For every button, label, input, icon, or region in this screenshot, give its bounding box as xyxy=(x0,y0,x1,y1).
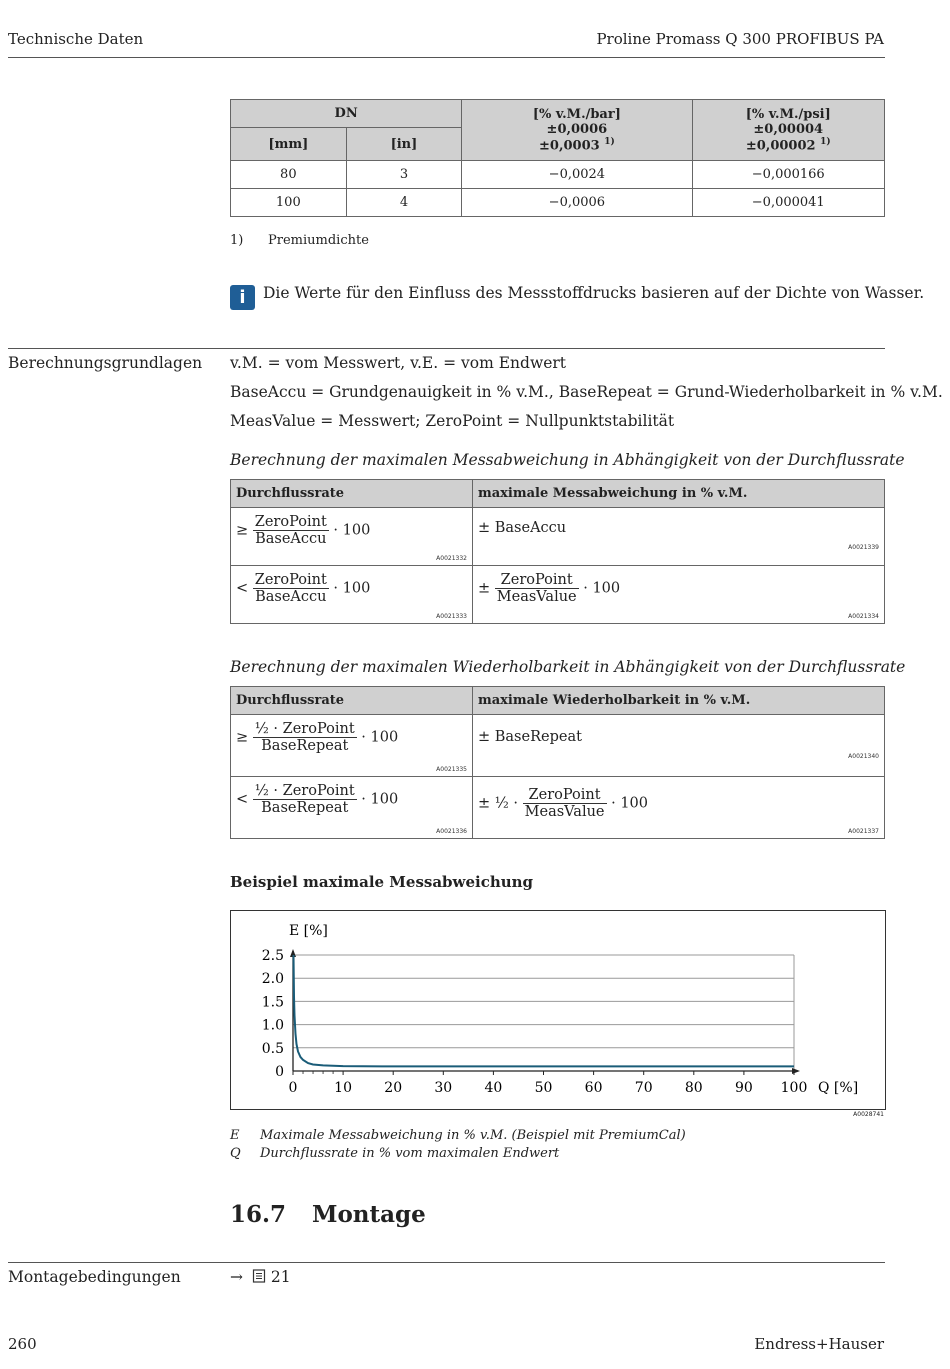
formula: ± $\frac{\text{ZeroPoint}}{\text{MeasValue}}$ · 100 xyxy=(478,572,621,605)
table1-title: Berechnung der maximalen Messabweichung in Abhängigkeit von der Durchflussrate xyxy=(230,451,905,469)
info-note: Die Werte für den Einfluss des Messstoffdrucks basieren auf der Dichte von Wasser. xyxy=(263,284,925,302)
x-tick-label: 80 xyxy=(684,1080,703,1096)
dn-pressure-table xyxy=(230,99,885,217)
table-row xyxy=(231,508,885,566)
formula: < $\frac{\text{½ · ZeroPoint}}{\text{BaseRepeat}}$ · 100 xyxy=(236,783,399,816)
th-mm: [mm] xyxy=(231,128,347,161)
y-axis-label: E [%] xyxy=(289,923,328,939)
figure-code: A0021340 xyxy=(848,753,879,760)
x-tick-label: 100 xyxy=(780,1080,808,1096)
side-label-montage: Montagebedingungen xyxy=(8,1268,181,1286)
formula: ± BaseRepeat xyxy=(478,729,582,745)
y-tick-label: 2.0 xyxy=(261,971,284,988)
error-chart xyxy=(231,911,885,1109)
page-ref-number: 21 xyxy=(270,1268,291,1286)
formula: ± BaseAccu xyxy=(478,520,567,536)
th-in: [in] xyxy=(346,128,462,161)
th-psi: [% v.M./psi] ±0,00004 ±0,00002 $^{1)}$ xyxy=(692,100,885,161)
page-reference[interactable] xyxy=(230,1268,291,1286)
th-max-repeat: maximale Wiederholbarkeit in % v.M. xyxy=(473,687,885,715)
publisher: Endress+Hauser xyxy=(754,1335,884,1353)
error-curve xyxy=(294,955,795,1066)
legend-text-e: Maximale Messabweichung in % v.M. (Beispiel mit PremiumCal) xyxy=(260,1128,686,1143)
figure-code: A0021333 xyxy=(436,613,467,620)
y-tick-label: 1.0 xyxy=(261,1017,284,1034)
th-bar: [% v.M./bar] ±0,0006 ±0,0003 $^{1)}$ xyxy=(462,100,692,161)
formula: ± ½ · $\frac{\text{ZeroPoint}}{\text{MeasValue}}$ · 100 xyxy=(478,787,649,820)
x-tick-label: 70 xyxy=(634,1080,653,1096)
x-tick-label: 30 xyxy=(434,1080,453,1096)
definition-line-2: BaseAccu = Grundgenauigkeit in % v.M., BaseRepeat = Grund-Wiederholbarkeit in % v.M. xyxy=(230,383,943,401)
th-durchflussrate: Durchflussrate xyxy=(231,687,473,715)
section-rule xyxy=(8,1262,885,1263)
section-title: Montage xyxy=(312,1201,426,1228)
y-tick-label: 0.5 xyxy=(261,1040,284,1057)
table2-title: Berechnung der maximalen Wiederholbarkeit in Abhängigkeit von der Durchflussrate xyxy=(230,658,906,676)
x-tick-label: 0 xyxy=(288,1080,298,1096)
th-dn: DN xyxy=(231,100,462,128)
th-max-error: maximale Messabweichung in % v.M. xyxy=(473,480,885,508)
table-row: 100 4 −0,0006 −0,000041 xyxy=(231,189,885,217)
legend-text-q: Durchflussrate in % vom maximalen Endwert xyxy=(260,1146,560,1161)
page-icon xyxy=(252,1269,266,1283)
running-header-right: Proline Promass Q 300 PROFIBUS PA xyxy=(596,30,884,48)
figure-code: A0021339 xyxy=(848,544,879,551)
y-tick-label: 1.5 xyxy=(261,994,284,1011)
footnote-number: 1) xyxy=(230,233,244,248)
running-header-left: Technische Daten xyxy=(8,30,144,48)
th-durchflussrate: Durchflussrate xyxy=(231,480,473,508)
repeatability-table xyxy=(230,686,885,839)
figure-code: A0021337 xyxy=(848,828,879,835)
x-tick-label: 60 xyxy=(584,1080,603,1096)
figure-code: A0021332 xyxy=(436,555,467,562)
x-axis-label: Q [%] xyxy=(818,1080,859,1096)
figure-code: A0028741 xyxy=(853,1111,884,1118)
example-title: Beispiel maximale Messabweichung xyxy=(230,873,534,891)
info-icon: i xyxy=(230,285,255,310)
footnote-text: Premiumdichte xyxy=(268,233,369,248)
table-row xyxy=(231,566,885,624)
table-row: 80 3 −0,0024 −0,000166 xyxy=(231,161,885,189)
definition-line-1: v.M. = vom Messwert, v.E. = vom Endwert xyxy=(230,354,567,372)
x-tick-label: 20 xyxy=(384,1080,403,1096)
y-tick-label: 0 xyxy=(275,1064,284,1080)
measurement-error-table xyxy=(230,479,885,624)
formula: ≥ $\frac{\text{½ · ZeroPoint}}{\text{BaseRepeat}}$ · 100 xyxy=(236,721,399,754)
table-row xyxy=(231,715,885,777)
arrow-right-icon: → xyxy=(230,1268,243,1286)
formula: ≥ $\frac{\text{ZeroPoint}}{\text{BaseAccu}}$ · 100 xyxy=(236,514,371,547)
x-tick-label: 10 xyxy=(334,1080,353,1096)
section-number: 16.7 xyxy=(230,1201,287,1228)
side-label-berechnung: Berechnungsgrundlagen xyxy=(8,354,203,372)
section-rule xyxy=(8,348,885,349)
page-number: 260 xyxy=(8,1335,37,1353)
x-tick-label: 40 xyxy=(484,1080,503,1096)
definition-line-3: MeasValue = Messwert; ZeroPoint = Nullpunktstabilität xyxy=(230,412,675,430)
figure-code: A0021335 xyxy=(436,766,467,773)
legend-key-e: E xyxy=(230,1128,240,1143)
table-row xyxy=(231,777,885,839)
figure-code: A0021334 xyxy=(848,613,879,620)
formula: < $\frac{\text{ZeroPoint}}{\text{BaseAccu}}$ · 100 xyxy=(236,572,371,605)
example-chart-frame xyxy=(230,910,886,1110)
header-rule xyxy=(8,57,885,58)
y-tick-label: 2.5 xyxy=(261,948,284,964)
x-axis-arrow xyxy=(792,1068,800,1074)
legend-key-q: Q xyxy=(230,1146,241,1161)
figure-code: A0021336 xyxy=(436,828,467,835)
x-tick-label: 50 xyxy=(534,1080,553,1096)
x-tick-label: 90 xyxy=(734,1080,753,1096)
